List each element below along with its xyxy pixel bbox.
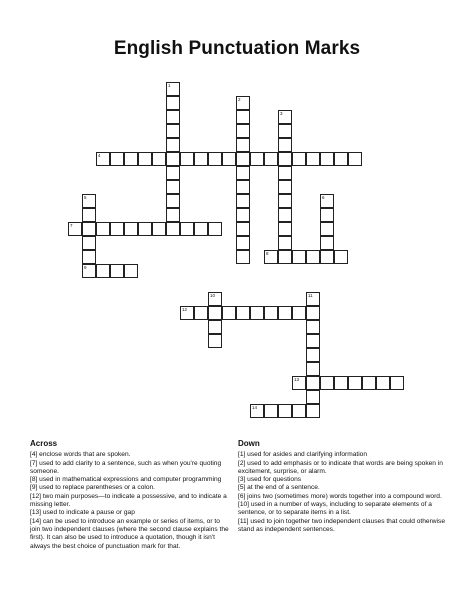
grid-cell[interactable] bbox=[208, 334, 222, 348]
clue-number: [4] bbox=[30, 451, 40, 459]
grid-cell[interactable] bbox=[82, 208, 96, 222]
clue-number: [13] bbox=[30, 509, 43, 517]
cell-number: 4 bbox=[98, 153, 101, 158]
grid-cell[interactable] bbox=[278, 222, 292, 236]
across-clue-4 bbox=[30, 451, 230, 459]
clue-number: [9] bbox=[30, 484, 40, 492]
grid-cell[interactable] bbox=[208, 320, 222, 334]
grid-cell[interactable] bbox=[292, 250, 306, 264]
grid-cell[interactable] bbox=[278, 306, 292, 320]
grid-cell[interactable] bbox=[278, 110, 292, 124]
grid-cell[interactable] bbox=[124, 264, 138, 278]
grid-cell[interactable] bbox=[250, 306, 264, 320]
grid-cell[interactable] bbox=[82, 194, 96, 208]
grid-cell[interactable] bbox=[292, 152, 306, 166]
grid-cell[interactable] bbox=[236, 180, 250, 194]
cell-number: 8 bbox=[266, 251, 269, 256]
grid-cell[interactable] bbox=[292, 376, 306, 390]
cell-number: 3 bbox=[280, 111, 283, 116]
clue-number: [8] bbox=[30, 476, 40, 484]
grid-cell[interactable] bbox=[236, 166, 250, 180]
grid-cell[interactable] bbox=[278, 152, 292, 166]
grid-cell[interactable] bbox=[236, 208, 250, 222]
clue-number: [2] bbox=[238, 459, 248, 467]
down-clue-6 bbox=[238, 493, 446, 501]
across-clue-13 bbox=[30, 509, 230, 517]
grid-cell[interactable] bbox=[236, 96, 250, 110]
clue-text: used to add clarity to a sentence, such as when you're quoting someone. bbox=[30, 459, 222, 475]
down-clue-3 bbox=[238, 476, 446, 484]
down-heading: Down bbox=[238, 439, 260, 448]
down-clue-10 bbox=[238, 501, 446, 518]
grid-cell[interactable] bbox=[194, 152, 208, 166]
grid-cell[interactable] bbox=[236, 250, 250, 264]
clue-number: [3] bbox=[238, 476, 248, 484]
clue-number: [5] bbox=[238, 484, 248, 492]
grid-cell[interactable] bbox=[250, 404, 264, 418]
grid-cell[interactable] bbox=[110, 222, 124, 236]
clue-number: [14] bbox=[30, 517, 43, 525]
grid-cell[interactable] bbox=[236, 194, 250, 208]
grid-cell[interactable] bbox=[138, 152, 152, 166]
grid-cell[interactable] bbox=[180, 306, 194, 320]
grid-cell[interactable] bbox=[292, 306, 306, 320]
clue-text: used to replace parentheses or a colon. bbox=[39, 484, 156, 492]
grid-cell[interactable] bbox=[320, 194, 334, 208]
page-title: English Punctuation Marks bbox=[113, 38, 361, 59]
clue-text: two main purposes—to indicate a possessive, and to indicate a missing letter. bbox=[30, 492, 227, 509]
grid-cell[interactable] bbox=[82, 264, 96, 278]
grid-cell[interactable] bbox=[320, 222, 334, 236]
grid-cell[interactable] bbox=[166, 110, 180, 124]
cell-number: 7 bbox=[70, 223, 73, 228]
grid-cell[interactable] bbox=[82, 222, 96, 236]
grid-cell[interactable] bbox=[208, 222, 222, 236]
clue-text: enclose words that are spoken. bbox=[39, 451, 131, 459]
grid-cell[interactable] bbox=[82, 236, 96, 250]
clue-number: [7] bbox=[30, 459, 40, 467]
grid-cell[interactable] bbox=[152, 152, 166, 166]
grid-cell[interactable] bbox=[194, 306, 208, 320]
grid-cell[interactable] bbox=[278, 124, 292, 138]
grid-cell[interactable] bbox=[166, 124, 180, 138]
cell-number: 13 bbox=[294, 377, 300, 382]
grid-cell[interactable] bbox=[264, 152, 278, 166]
cell-number: 2 bbox=[238, 97, 241, 102]
grid-cell[interactable] bbox=[306, 348, 320, 362]
clue-number: [12] bbox=[30, 492, 43, 500]
grid-cell[interactable] bbox=[96, 264, 110, 278]
grid-cell[interactable] bbox=[250, 152, 264, 166]
clue-text: at the end of a sentence. bbox=[247, 484, 320, 492]
clue-text: used for questions bbox=[247, 476, 302, 484]
across-clue-9 bbox=[30, 484, 230, 492]
grid-cell[interactable] bbox=[278, 236, 292, 250]
grid-cell[interactable] bbox=[278, 166, 292, 180]
grid-cell[interactable] bbox=[320, 208, 334, 222]
across-clue-8 bbox=[30, 476, 230, 484]
grid-cell[interactable] bbox=[166, 194, 180, 208]
grid-cell[interactable] bbox=[166, 82, 180, 96]
grid-cell[interactable] bbox=[166, 222, 180, 236]
grid-cell[interactable] bbox=[306, 320, 320, 334]
grid-cell[interactable] bbox=[236, 222, 250, 236]
grid-cell[interactable] bbox=[320, 376, 334, 390]
clue-text: used in mathematical expressions and computer programming bbox=[39, 476, 222, 484]
grid-cell[interactable] bbox=[306, 404, 320, 418]
grid-cell[interactable] bbox=[292, 404, 306, 418]
grid-cell[interactable] bbox=[208, 292, 222, 306]
grid-cell[interactable] bbox=[166, 152, 180, 166]
clue-text: used for asides and clarifying information bbox=[247, 451, 368, 459]
cell-number: 6 bbox=[322, 195, 325, 200]
across-heading: Across bbox=[30, 439, 58, 448]
grid-cell[interactable] bbox=[236, 236, 250, 250]
grid-cell[interactable] bbox=[124, 222, 138, 236]
down-clue-11 bbox=[238, 518, 446, 535]
grid-cell[interactable] bbox=[82, 250, 96, 264]
grid-cell[interactable] bbox=[264, 404, 278, 418]
grid-cell[interactable] bbox=[166, 208, 180, 222]
grid-cell[interactable] bbox=[390, 376, 404, 390]
grid-cell[interactable] bbox=[236, 110, 250, 124]
grid-cell[interactable] bbox=[320, 250, 334, 264]
grid-cell[interactable] bbox=[236, 152, 250, 166]
clue-text: used to indicate a pause or gap bbox=[42, 509, 135, 517]
grid-cell[interactable] bbox=[166, 166, 180, 180]
grid-cell[interactable] bbox=[180, 152, 194, 166]
clue-text: used to join together two independent clauses that could otherwise stand as independent sentences. bbox=[238, 517, 445, 533]
across-clue-14 bbox=[30, 518, 230, 551]
grid-cell[interactable] bbox=[334, 152, 348, 166]
grid-cell[interactable] bbox=[110, 264, 124, 278]
grid-cell[interactable] bbox=[166, 138, 180, 152]
grid-cell[interactable] bbox=[306, 152, 320, 166]
grid-cell[interactable] bbox=[152, 222, 166, 236]
grid-cell[interactable] bbox=[278, 138, 292, 152]
across-clue-7 bbox=[30, 460, 230, 477]
cell-number: 12 bbox=[182, 307, 188, 312]
clue-text: used in a number of ways, including to separate elements of a sentence, or to separate items in a list. bbox=[238, 501, 432, 517]
clue-number: [10] bbox=[238, 501, 251, 509]
grid-cell[interactable] bbox=[320, 236, 334, 250]
grid-cell[interactable] bbox=[306, 250, 320, 264]
grid-cell[interactable] bbox=[306, 306, 320, 320]
across-clues bbox=[30, 440, 230, 551]
grid-cell[interactable] bbox=[110, 152, 124, 166]
across-clue-12 bbox=[30, 493, 230, 510]
grid-cell[interactable] bbox=[348, 376, 362, 390]
grid-cell[interactable] bbox=[166, 96, 180, 110]
grid-cell[interactable] bbox=[376, 376, 390, 390]
cell-number: 9 bbox=[84, 265, 87, 270]
grid-cell[interactable] bbox=[236, 138, 250, 152]
grid-cell[interactable] bbox=[348, 152, 362, 166]
grid-cell[interactable] bbox=[208, 306, 222, 320]
grid-cell[interactable] bbox=[236, 306, 250, 320]
clue-text: joins two (sometimes more) words together into a compound word. bbox=[247, 492, 442, 500]
grid-cell[interactable] bbox=[264, 250, 278, 264]
grid-cell[interactable] bbox=[222, 152, 236, 166]
grid-cell[interactable] bbox=[278, 180, 292, 194]
cell-number: 1 bbox=[168, 83, 171, 88]
grid-cell[interactable] bbox=[180, 222, 194, 236]
down-clues bbox=[238, 440, 446, 534]
cell-number: 14 bbox=[252, 405, 258, 410]
cell-number: 5 bbox=[84, 195, 87, 200]
grid-cell[interactable] bbox=[306, 362, 320, 376]
grid-cell[interactable] bbox=[278, 208, 292, 222]
grid-cell[interactable] bbox=[278, 404, 292, 418]
clue-number: [6] bbox=[238, 492, 248, 500]
grid-cell[interactable] bbox=[334, 250, 348, 264]
down-clue-5 bbox=[238, 484, 446, 492]
grid-cell[interactable] bbox=[334, 376, 348, 390]
clue-text: can be used to introduce an example or series of items, or to join two independent clauses (where the second clause explains the first). It can also be used to introduce a quotation, though it isn't always the best choice of punctuation mark for that. bbox=[30, 517, 229, 550]
grid-cell[interactable] bbox=[222, 306, 236, 320]
down-clue-2 bbox=[238, 460, 446, 477]
grid-cell[interactable] bbox=[362, 376, 376, 390]
grid-cell[interactable] bbox=[264, 306, 278, 320]
grid-cell[interactable] bbox=[236, 124, 250, 138]
grid-cell[interactable] bbox=[138, 222, 152, 236]
clue-number: [11] bbox=[238, 517, 251, 525]
cell-number: 11 bbox=[308, 293, 313, 298]
grid-cell[interactable] bbox=[306, 334, 320, 348]
cell-number: 10 bbox=[210, 293, 216, 298]
grid-cell[interactable] bbox=[278, 194, 292, 208]
grid-cell[interactable] bbox=[208, 152, 222, 166]
grid-cell[interactable] bbox=[96, 152, 110, 166]
grid-cell[interactable] bbox=[68, 222, 82, 236]
grid-cell[interactable] bbox=[306, 390, 320, 404]
grid-cell[interactable] bbox=[166, 180, 180, 194]
grid-cell[interactable] bbox=[320, 152, 334, 166]
grid-cell[interactable] bbox=[306, 376, 320, 390]
down-clue-1 bbox=[238, 451, 446, 459]
grid-cell[interactable] bbox=[194, 222, 208, 236]
grid-cell[interactable] bbox=[96, 222, 110, 236]
clue-number: [1] bbox=[238, 451, 248, 459]
grid-cell[interactable] bbox=[306, 292, 320, 306]
grid-cell[interactable] bbox=[124, 152, 138, 166]
grid-cell[interactable] bbox=[278, 250, 292, 264]
clue-text: used to add emphasis or to indicate that words are being spoken in excitement, surprise, or alarm. bbox=[238, 459, 443, 475]
